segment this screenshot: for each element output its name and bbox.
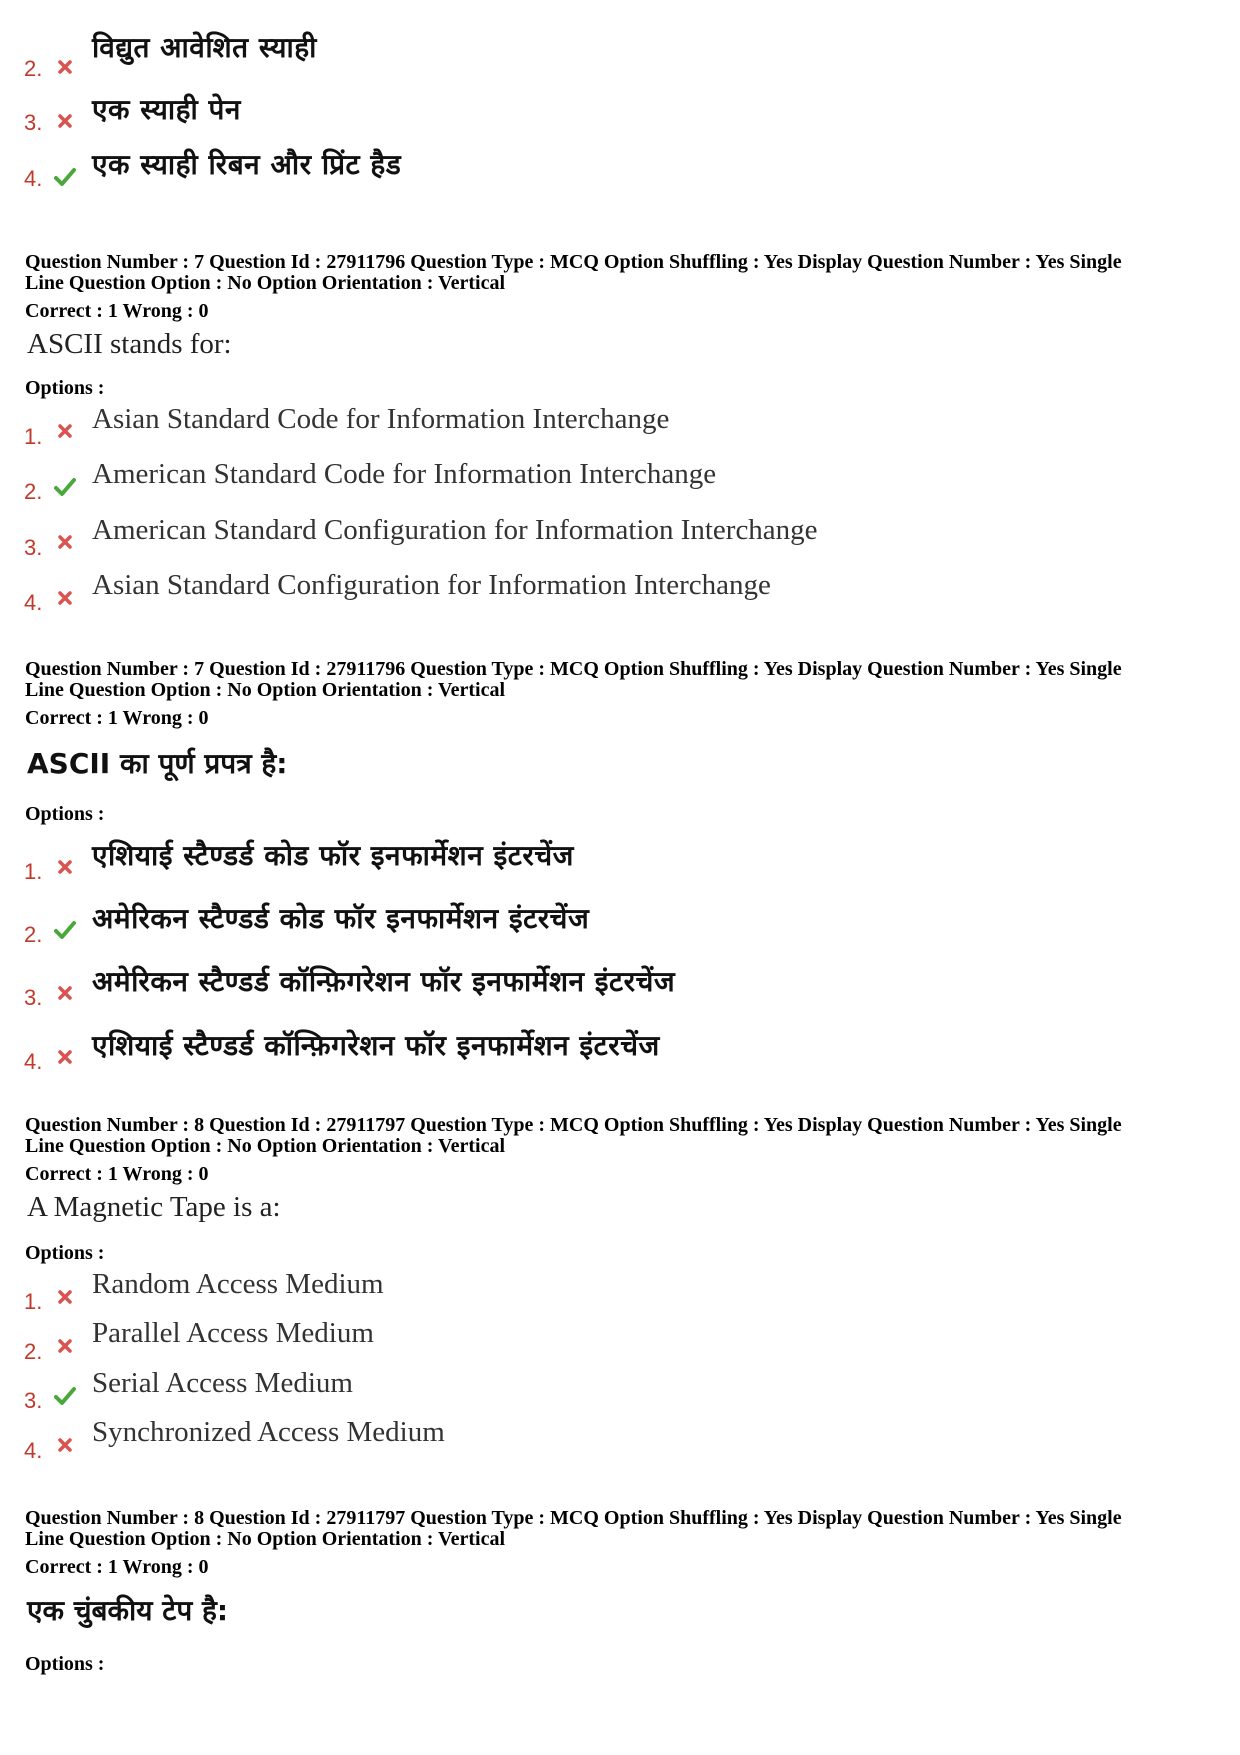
option-number: 4.: [24, 1049, 43, 1074]
wrong-mark-icon: [54, 1434, 76, 1456]
wrong-mark-icon: [54, 531, 76, 553]
wrong-mark-icon: [54, 1335, 76, 1357]
meta-line: Line Question Option : No Option Orientation : Vertical: [25, 679, 506, 701]
question-text: ASCII का पूर्ण प्रपत्र है:: [27, 747, 288, 780]
question-meta: [25, 1115, 1215, 1157]
wrong-mark-icon: [54, 56, 76, 78]
meta-line: Line Question Option : No Option Orientation : Vertical: [25, 272, 506, 294]
option-number: 3.: [24, 535, 43, 560]
question-meta: [25, 659, 1215, 701]
option-text: अमेरिकन स्टैण्डर्ड कोड फॉर इनफार्मेशन इंटरचेंज: [92, 902, 590, 935]
option-number: 1.: [24, 424, 43, 449]
wrong-mark-icon: [54, 1046, 76, 1068]
question-meta: [25, 252, 1215, 294]
option-number: 2.: [24, 922, 43, 947]
wrong-mark-icon: [54, 856, 76, 878]
option-number: 1.: [24, 1289, 43, 1314]
meta-line: Question Number : 7 Question Id : 27911796 Question Type : MCQ Option Shuffling : Yes Display Question Number : Yes Single: [25, 251, 1122, 273]
option-number: 1.: [24, 859, 43, 884]
option-text: Synchronized Access Medium: [92, 1416, 445, 1448]
options-label: Options :: [25, 1653, 105, 1675]
meta-line: Line Question Option : No Option Orientation : Vertical: [25, 1528, 506, 1550]
question-text: A Magnetic Tape is a:: [27, 1191, 281, 1223]
option-text: एक स्याही रिबन और प्रिंट हैड: [92, 148, 402, 181]
option-number: 2.: [24, 1339, 43, 1364]
meta-line: Question Number : 8 Question Id : 27911797 Question Type : MCQ Option Shuffling : Yes Display Question Number : Yes Single: [25, 1114, 1122, 1136]
option-number: 3.: [24, 1388, 43, 1413]
option-text: American Standard Code for Information Interchange: [92, 458, 717, 490]
option-number: 4.: [24, 590, 43, 615]
options-label: Options :: [25, 803, 105, 825]
correct-mark-icon: [54, 476, 76, 498]
question-meta: [25, 1508, 1215, 1550]
score-counts: Correct : 1 Wrong : 0: [25, 300, 209, 322]
correct-mark-icon: [54, 166, 76, 188]
question-text: एक चुंबकीय टेप है:: [27, 1594, 229, 1627]
option-number: 3.: [24, 110, 43, 135]
option-number: 4.: [24, 166, 43, 191]
score-counts: Correct : 1 Wrong : 0: [25, 707, 209, 729]
meta-line: Question Number : 7 Question Id : 27911796 Question Type : MCQ Option Shuffling : Yes Display Question Number : Yes Single: [25, 658, 1122, 680]
option-text: American Standard Configuration for Information Interchange: [92, 514, 818, 546]
score-counts: Correct : 1 Wrong : 0: [25, 1556, 209, 1578]
option-text: Asian Standard Configuration for Information Interchange: [92, 569, 771, 601]
correct-mark-icon: [54, 919, 76, 941]
score-counts: Correct : 1 Wrong : 0: [25, 1163, 209, 1185]
question-text: ASCII stands for:: [27, 328, 232, 360]
option-text: विद्युत आवेशित स्याही: [92, 31, 317, 64]
wrong-mark-icon: [54, 110, 76, 132]
option-text: Serial Access Medium: [92, 1367, 353, 1399]
option-number: 4.: [24, 1438, 43, 1463]
option-number: 2.: [24, 479, 43, 504]
options-label: Options :: [25, 1242, 105, 1264]
option-text: Parallel Access Medium: [92, 1317, 374, 1349]
wrong-mark-icon: [54, 1286, 76, 1308]
meta-line: Question Number : 8 Question Id : 27911797 Question Type : MCQ Option Shuffling : Yes Display Question Number : Yes Single: [25, 1507, 1122, 1529]
meta-line: Line Question Option : No Option Orientation : Vertical: [25, 1135, 506, 1157]
option-number: 3.: [24, 985, 43, 1010]
wrong-mark-icon: [54, 587, 76, 609]
option-text: Random Access Medium: [92, 1268, 384, 1300]
option-number: 2.: [24, 56, 43, 81]
wrong-mark-icon: [54, 420, 76, 442]
option-text: एक स्याही पेन: [92, 93, 241, 126]
option-text: Asian Standard Code for Information Interchange: [92, 403, 670, 435]
options-label: Options :: [25, 377, 105, 399]
correct-mark-icon: [54, 1385, 76, 1407]
wrong-mark-icon: [54, 982, 76, 1004]
option-text: एशियाई स्टैण्डर्ड कोड फॉर इनफार्मेशन इंटरचेंज: [92, 839, 574, 872]
option-text: अमेरिकन स्टैण्डर्ड कॉन्फ़िगरेशन फॉर इनफार्मेशन इंटरचेंज: [92, 965, 676, 998]
option-text: एशियाई स्टैण्डर्ड कॉन्फ़िगरेशन फॉर इनफार्मेशन इंटरचेंज: [92, 1029, 660, 1062]
